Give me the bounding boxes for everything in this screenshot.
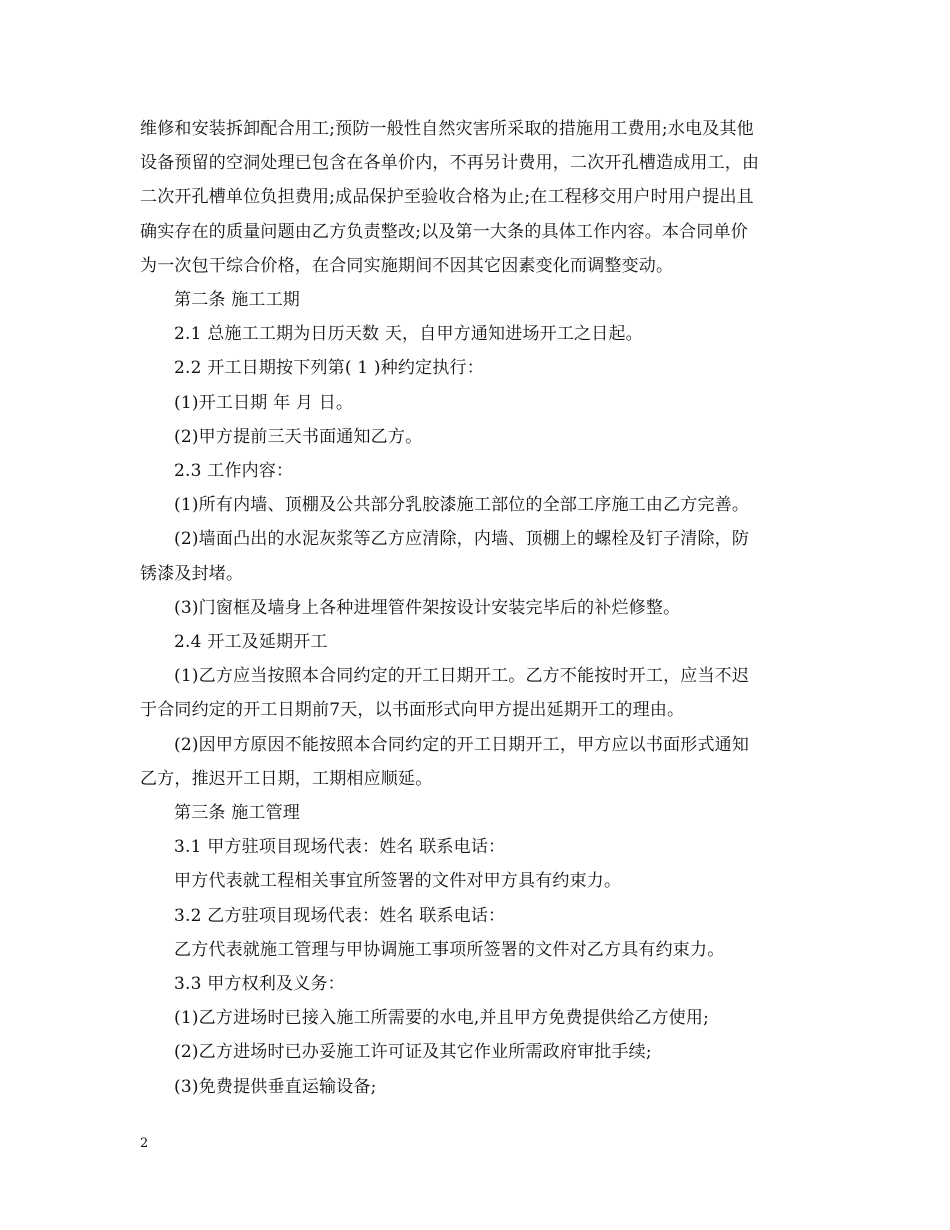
text-line: 2.2 开工日期按下列第( 1 )种约定执行： — [174, 358, 484, 379]
text-line: 2.1 总施工工期为日历天数 天，自甲方通知进场开工之日起。 — [174, 324, 643, 345]
text-line: 维修和安装拆卸配合用工;预防一般性自然灾害所采取的措施用工费用;水电及其他 — [140, 119, 754, 139]
text-line: 于合同约定的开工日期前7天，以书面形式向甲方提出延期开工的理由。 — [140, 700, 685, 721]
text-line: 3.3 甲方权利及义务： — [174, 974, 345, 995]
text-line: 甲方代表就工程相关事宜所签署的文件对甲方具有约束力。 — [174, 871, 622, 892]
paragraph-p16 — [140, 864, 816, 898]
text-line: 乙方代表就施工管理与甲协调施工事项所签署的文件对乙方具有约束力。 — [174, 939, 725, 960]
paragraph-p18 — [140, 933, 816, 967]
text-line: 3.1 甲方驻项目现场代表：姓名 联系电话： — [174, 837, 506, 858]
text-line: (3)门窗框及墙身上各种进埋管件架按设计安装完毕后的补烂修整。 — [174, 597, 681, 618]
paragraph-p21 — [140, 1035, 816, 1069]
text-line: (2)墙面凸出的水泥灰浆等乙方应清除，内墙、顶棚上的螺栓及钉子清除，防 — [174, 529, 750, 550]
text-line: 3.2 乙方驻项目现场代表：姓名 联系电话： — [174, 905, 506, 926]
text-line: (1)乙方进场时已接入施工所需要的水电,并且甲方免费提供给乙方使用; — [174, 1008, 710, 1029]
paragraph-p20 — [140, 1001, 816, 1035]
paragraph-p4 — [140, 351, 816, 385]
text-line: 乙方，推迟开工日期，工期相应顺延。 — [140, 768, 433, 789]
text-line: 二次开孔槽单位负担费用;成品保护至验收合格为止;在工程移交用户时用户提出且 — [140, 187, 754, 208]
page-number: 2 — [140, 1136, 149, 1151]
paragraph-p19 — [140, 967, 816, 1001]
text-line: 为一次包干综合价格，在合同实施期间不因其它因素变化而调整变动。 — [140, 255, 674, 276]
text-line: 2.3 工作内容： — [174, 461, 294, 482]
paragraph-p5 — [140, 386, 816, 420]
paragraph-p13 — [140, 728, 816, 796]
paragraph-p12 — [140, 659, 816, 727]
paragraph-p11 — [140, 625, 816, 659]
paragraph-p6 — [140, 420, 816, 454]
text-line: 设备预留的空洞处理已包含在各单价内，不再另计费用，二次开孔槽造成用工，由 — [140, 153, 760, 174]
paragraph-p3 — [140, 317, 816, 351]
text-line: (1)开工日期 年 月 日。 — [174, 392, 354, 413]
paragraph-p2 — [140, 283, 816, 317]
document-body — [140, 112, 816, 1104]
paragraph-p22 — [140, 1070, 816, 1104]
paragraph-p14 — [140, 796, 816, 830]
text-line: 锈漆及封堵。 — [140, 563, 244, 584]
text-line: (2)乙方进场时已办妥施工许可证及其它作业所需政府审批手续; — [174, 1042, 652, 1063]
text-line: 第二条 施工工期 — [174, 290, 301, 311]
text-line: 2.4 开工及延期开工 — [174, 632, 328, 653]
paragraph-p8 — [140, 488, 816, 522]
text-line: 第三条 施工管理 — [174, 803, 301, 824]
paragraph-p9 — [140, 522, 816, 590]
text-line: 确实存在的质量问题由乙方负责整改;以及第一大条的具体工作内容。本合同单价 — [140, 221, 748, 242]
paragraph-p1 — [140, 112, 816, 283]
paragraph-p15 — [140, 830, 816, 864]
text-line: (2)因甲方原因不能按照本合同约定的开工日期开工，甲方应以书面形式通知 — [174, 734, 750, 755]
paragraph-p17 — [140, 899, 816, 933]
text-line: (2)甲方提前三天书面通知乙方。 — [174, 426, 423, 447]
text-line: (1)所有内墙、顶棚及公共部分乳胶漆施工部位的全部工序施工由乙方完善。 — [174, 495, 750, 516]
paragraph-p7 — [140, 454, 816, 488]
text-line: (1)乙方应当按照本合同约定的开工日期开工。乙方不能按时开工，应当不迟 — [174, 666, 750, 687]
paragraph-p10 — [140, 591, 816, 625]
text-line: (3)免费提供垂直运输设备; — [174, 1076, 377, 1097]
